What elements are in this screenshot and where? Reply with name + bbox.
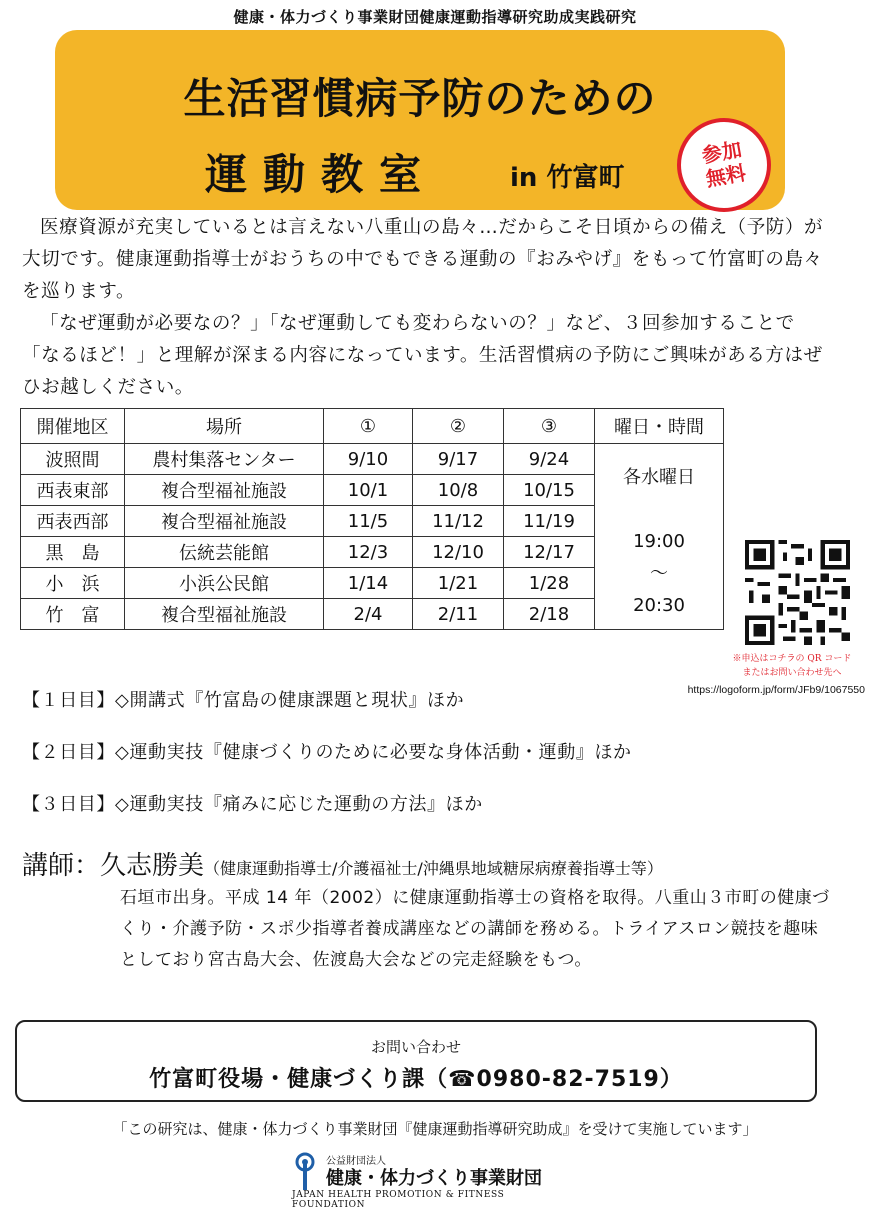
qr-note-line1: ※申込はコチラの QR コード [732, 654, 852, 664]
cell-area: 波照間 [21, 444, 125, 475]
cell-date-2: 1/21 [413, 568, 504, 599]
cell-date-1: 1/14 [324, 568, 413, 599]
logo-org-type: 公益財団法人 [326, 1156, 386, 1167]
cell-place: 複合型福祉施設 [125, 599, 324, 630]
cell-place: 農村集落センター [125, 444, 324, 475]
lecturer-heading [22, 845, 663, 882]
cell-area: 黒 島 [21, 537, 125, 568]
header-session-3: ③ [504, 409, 595, 444]
foundation-logo-icon [290, 1152, 320, 1192]
cell-date-3: 9/24 [504, 444, 595, 475]
cell-area: 小 浜 [21, 568, 125, 599]
cell-date-2: 12/10 [413, 537, 504, 568]
program-day-1: 【１日目】◇開講式『竹富島の健康課題と現状』ほか [22, 690, 465, 711]
badge-line2: 無料 [704, 160, 748, 192]
logo-org-english: JAPAN HEALTH PROMOTION & FITNESS FOUNDATION [292, 1190, 505, 1210]
lecturer-title: （健康運動指導士/介護福祉士/沖縄県地域糖尿病療養指導士等） [204, 859, 663, 878]
cell-date-1: 9/10 [324, 444, 413, 475]
cell-date-2: 9/17 [413, 444, 504, 475]
title-location: in 竹富町 [510, 163, 625, 193]
cell-place: 小浜公民館 [125, 568, 324, 599]
cell-date-1: 11/5 [324, 506, 413, 537]
weekday-text: 各水曜日 [623, 467, 695, 488]
cell-area: 西表西部 [21, 506, 125, 537]
badge-line1: 参加 [699, 136, 744, 168]
cell-place: 複合型福祉施設 [125, 506, 324, 537]
table-header-row [21, 409, 724, 444]
header-place: 場所 [125, 409, 324, 444]
intro-paragraph-2: 「なぜ運動が必要なの？」「なぜ運動しても変わらないの？」など、３回参加することで「なるほど！」と理解が深まる内容になっています。生活習慣病の予防にご興味がある方はぜひお越しください。 [22, 313, 823, 398]
cell-date-3: 1/28 [504, 568, 595, 599]
top-caption: 健康・体力づくり事業財団健康運動指導研究助成実践研究 [233, 8, 637, 26]
time-end: 20:30 [633, 595, 685, 616]
title-line2: 運動教室 [205, 150, 438, 199]
cell-date-3: 12/17 [504, 537, 595, 568]
cell-date-3: 10/15 [504, 475, 595, 506]
contact-info: 竹富町役場・健康づくり課（☎0980-82-7519） [149, 1067, 683, 1092]
time-separator: ～ [650, 563, 668, 584]
research-footnote: 「この研究は、健康・体力づくり事業財団『健康運動指導研究助成』を受けて実施しています」 [112, 1120, 758, 1138]
application-url-link[interactable]: https://logoform.jp/form/JFb9/1067550 [687, 684, 865, 696]
title-line1: 生活習慣病予防のための [183, 74, 657, 123]
cell-date-2: 11/12 [413, 506, 504, 537]
contact-box [15, 1020, 817, 1102]
contact-label: お問い合わせ [370, 1038, 461, 1056]
qr-note-line2: またはお問い合わせ先へ [742, 668, 842, 678]
cell-date-2: 10/8 [413, 475, 504, 506]
program-day-2: 【２日目】◇運動実技『健康づくりのために必要な身体活動・運動』ほか [22, 742, 632, 763]
cell-date-3: 11/19 [504, 506, 595, 537]
qr-note [722, 652, 862, 680]
cell-date-2: 2/11 [413, 599, 504, 630]
cell-date-3: 2/18 [504, 599, 595, 630]
cell-place: 伝統芸能館 [125, 537, 324, 568]
cell-date-1: 10/1 [324, 475, 413, 506]
cell-date-1: 12/3 [324, 537, 413, 568]
foundation-logo [290, 1150, 550, 1210]
header-area: 開催地区 [21, 409, 125, 444]
free-participation-badge [670, 111, 779, 220]
cell-day-time [595, 444, 724, 630]
lecturer-label: 講師： [22, 851, 101, 881]
intro-paragraph-1: 医療資源が充実しているとは言えない八重山の島々…だからこそ日頃からの備え（予防）が大切です。健康運動指導士がおうちの中でもできる運動の『おみやげ』をもって竹富町の島々を巡ります。 [22, 217, 824, 302]
header-session-2: ② [413, 409, 504, 444]
cell-area: 竹 富 [21, 599, 125, 630]
header-session-1: ① [324, 409, 413, 444]
lecturer-bio: 石垣市出身。平成 14 年（2002）に健康運動指導士の資格を取得。八重山３市町の健康づくり・介護予防・スポ少指導者養成講座などの講師を務める。トライアスロン競技を趣味としており宮古島大会、佐渡島大会などの完走経験をもつ。 [120, 888, 830, 970]
schedule-table [20, 408, 724, 630]
header-day-time: 曜日・時間 [595, 409, 724, 444]
cell-date-1: 2/4 [324, 599, 413, 630]
lecturer-name: 久志勝美 [100, 851, 205, 881]
cell-place: 複合型福祉施設 [125, 475, 324, 506]
program-day-3: 【３日目】◇運動実技『痛みに応じた運動の方法』ほか [22, 794, 483, 815]
time-start: 19:00 [633, 531, 685, 552]
table-row [21, 444, 724, 475]
logo-org-name: 健康・体力づくり事業財団 [326, 1168, 542, 1189]
title-banner [55, 30, 785, 210]
cell-area: 西表東部 [21, 475, 125, 506]
qr-code-icon[interactable] [745, 540, 850, 645]
